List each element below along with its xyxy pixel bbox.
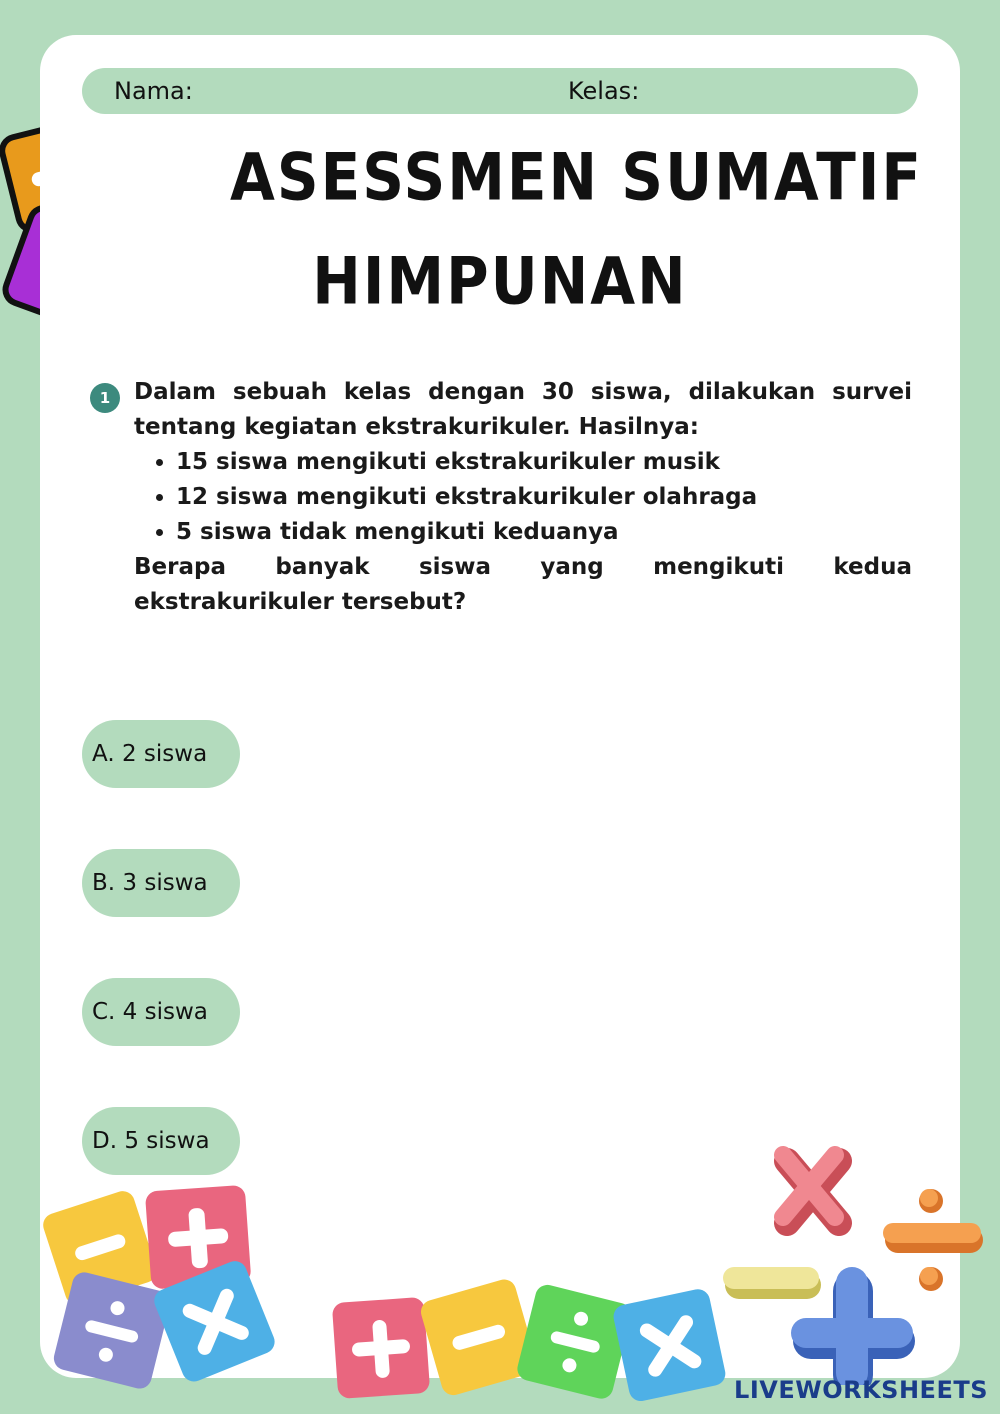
math-tiles-bottom-center — [330, 1268, 730, 1403]
question-text — [134, 375, 912, 620]
math-tiles-bottom-left — [40, 1180, 280, 1390]
option-a-button[interactable]: A. 2 siswa — [82, 720, 240, 788]
times-icon — [783, 1155, 839, 1223]
question-number-badge: 1 — [90, 383, 120, 413]
title-line-1: ASESSMEN SUMATIF — [230, 138, 924, 216]
question-prompt: Berapa banyak siswa yang mengikuti kedua ekstrakurikuler tersebut? — [134, 554, 912, 615]
bullet-item: • 12 siswa mengikuti ekstrakurikuler olahraga — [176, 480, 912, 515]
option-c-button[interactable]: C. 4 siswa — [82, 978, 240, 1046]
name-label: Nama: — [114, 77, 193, 105]
question-bullet-list — [134, 445, 912, 550]
class-label: Kelas: — [568, 77, 640, 105]
divide-icon — [883, 1189, 983, 1291]
student-info-bar — [82, 68, 918, 114]
bullet-item: • 15 siswa mengikuti ekstrakurikuler musik — [176, 445, 912, 480]
title-line-2: HIMPUNAN — [312, 242, 688, 320]
bullet-item: • 5 siswa tidak mengikuti keduanya — [176, 515, 912, 550]
option-b-button[interactable]: B. 3 siswa — [82, 849, 240, 917]
minus-icon — [723, 1267, 821, 1299]
option-d-button[interactable]: D. 5 siswa — [82, 1107, 240, 1175]
math-symbols-bottom-right — [715, 1135, 995, 1385]
liveworksheets-logo: LIVEWORKSHEETS — [734, 1376, 988, 1404]
question-intro: Dalam sebuah kelas dengan 30 siswa, dilakukan survei tentang kegiatan ekstrakurikuler. Hasilnya: — [134, 379, 912, 440]
